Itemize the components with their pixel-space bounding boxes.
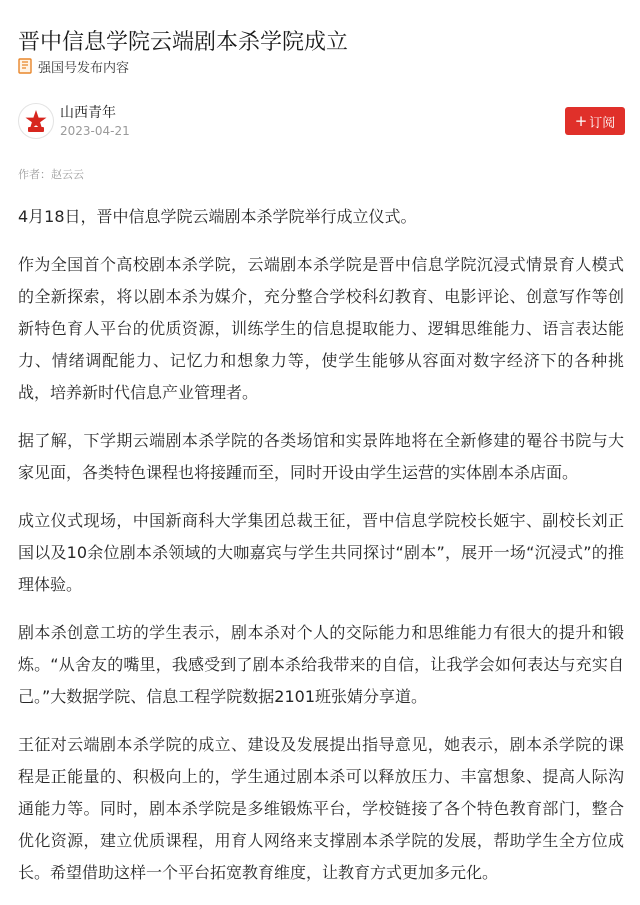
paragraph: 剧本杀创意工坊的学生表示，剧本杀对个人的交际能力和思维能力有很大的提升和锻炼。“从舍友的嘴里，我感受到了剧本杀给我带来的自信，让我学会如何表达与充实自己。”大数据学院、信息工程学院数据2101班张婧分享道。 bbox=[18, 623, 624, 706]
paragraph: 4月18日，晋中信息学院云端剧本杀学院举行成立仪式。 bbox=[18, 207, 417, 226]
source-badge bbox=[18, 56, 129, 76]
author-name[interactable]: 山西青年 bbox=[60, 105, 116, 121]
publish-date: 2023-04-21 bbox=[60, 124, 130, 138]
paragraph: 王征对云端剧本杀学院的成立、建设及发展提出指导意见，她表示，剧本杀学院的课程是正能量的、积极向上的，学生通过剧本杀可以释放压力、丰富想象、提高人际沟通能力等。同时，剧本杀学院是多维锻炼平台，学校链接了各个特色教育部门，整合优化资源，建立优质课程，用育人网络来支撑剧本杀学院的发展，帮助学生全方位成长。希望借助这样一个平台拓宽教育维度，让教育方式更加多元化。 bbox=[18, 735, 624, 882]
paragraph: 成立仪式现场，中国新商科大学集团总裁王征，晋中信息学院校长姬宇、副校长刘正国以及10余位剧本杀领域的大咖嘉宾与学生共同探讨“剧本”，展开一场“沉浸式”的推理体验。 bbox=[18, 511, 624, 594]
byline-prefix: 作者： bbox=[18, 168, 51, 181]
plus-icon: + bbox=[574, 111, 588, 130]
byline bbox=[18, 166, 84, 182]
source-label: 强国号发布内容 bbox=[38, 60, 130, 76]
paragraph: 作为全国首个高校剧本杀学院，云端剧本杀学院是晋中信息学院沉浸式情景育人模式的全新探索，将以剧本杀为媒介，充分整合学校科幻教育、电影评论、创意写作等创新特色育人平台的优质资源，训练学生的信息提取能力、逻辑思维能力、语言表达能力、情绪调配能力、记忆力和想象力等，使学生能够从容面对数字经济下的各种挑战，培养新时代信息产业管理者。 bbox=[18, 255, 624, 402]
article-body bbox=[18, 201, 624, 905]
subscribe-label: 订阅 bbox=[589, 115, 616, 131]
page-title: 晋中信息学院云端剧本杀学院成立 bbox=[18, 29, 349, 55]
paragraph: 据了解，下学期云端剧本杀学院的各类场馆和实景阵地将在全新修建的罨谷书院与大家见面，各类特色课程也将接踵而至，同时开设由学生运营的实体剧本杀店面。 bbox=[18, 431, 624, 482]
subscribe-button[interactable] bbox=[565, 107, 625, 135]
byline-author: 赵云云 bbox=[51, 168, 84, 181]
bookmark-icon bbox=[18, 58, 32, 74]
avatar[interactable] bbox=[18, 103, 54, 139]
